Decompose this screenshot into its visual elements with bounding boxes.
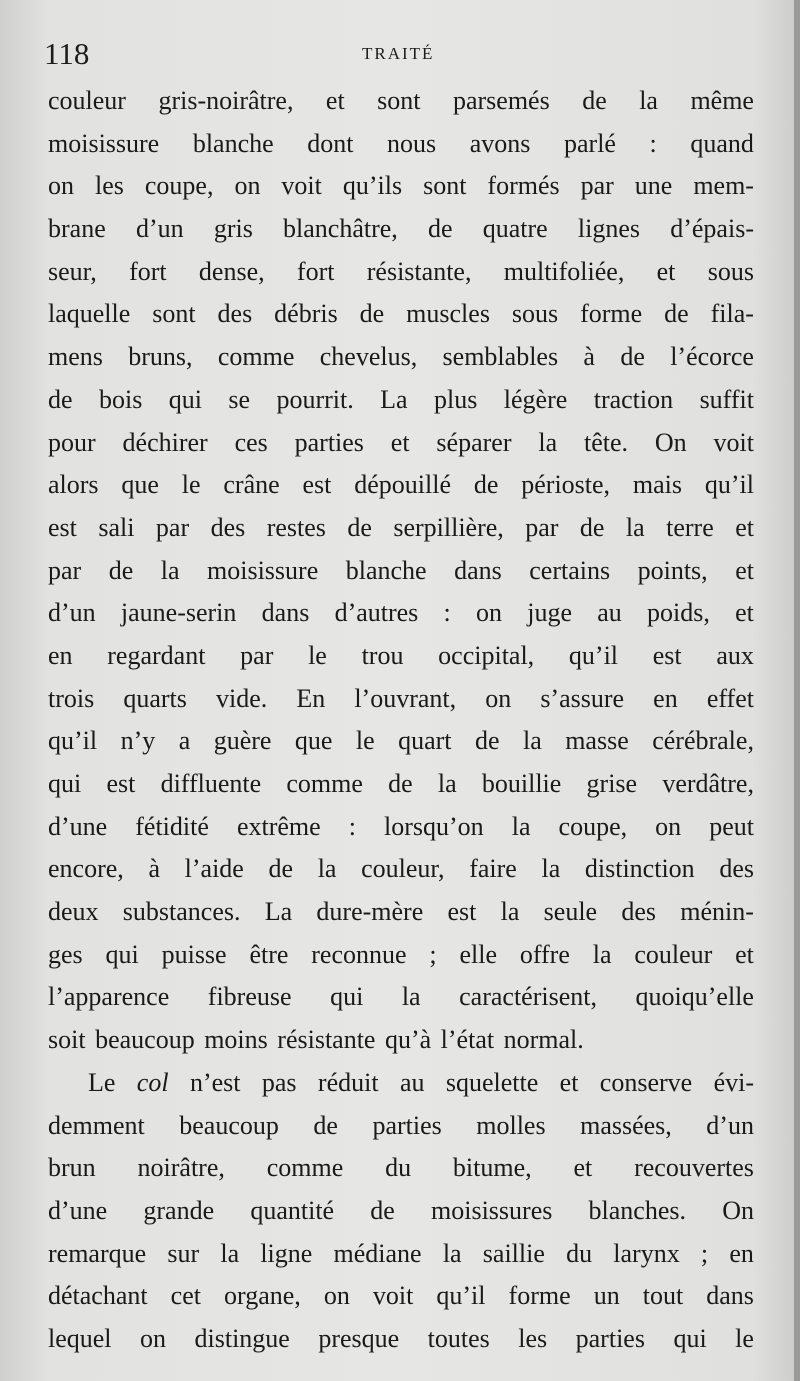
- text-line: détachant cet organe, on voit qu’il forme un tout dans: [48, 1281, 754, 1311]
- text-line: couleur gris-noirâtre, et sont parsemés de la même: [48, 86, 754, 115]
- text-line: ges qui puisse être reconnue ; elle offre la couleur et: [48, 939, 754, 969]
- text-line: on les coupe, on voit qu’ils sont formés par une mem-: [48, 171, 754, 201]
- body-text: [48, 80, 754, 1361]
- text-line: d’une grande quantité de moisissures blanches. On: [48, 1195, 754, 1225]
- text-line: d’un jaune-serin dans d’autres : on juge au poids, et: [48, 598, 754, 628]
- text-line: laquelle sont des débris de muscles sous forme de fila-: [48, 299, 754, 329]
- text-line: par de la moisissure blanche dans certains points, et: [48, 555, 754, 585]
- running-title: TRAITÉ: [362, 44, 435, 63]
- text-line: lequel on distingue presque toutes les parties qui le: [48, 1323, 754, 1353]
- text-line: en regardant par le trou occipital, qu’il est aux: [48, 640, 754, 670]
- text-line: brane d’un gris blanchâtre, de quatre lignes d’épais-: [48, 214, 754, 244]
- page-number: 118: [44, 36, 90, 71]
- page-edge-shadow: [794, 0, 800, 1381]
- text-line: deux substances. La dure-mère est la seule des ménin-: [48, 897, 754, 927]
- text-line: trois quarts vide. En l’ouvrant, on s’assure en effet: [48, 683, 754, 713]
- text-line: Le col n’est pas réduit au squelette et conserve évi-: [88, 1067, 754, 1097]
- text-line: qui est diffluente comme de la bouillie grise verdâtre,: [48, 769, 754, 798]
- text-line: qu’il n’y a guère que le quart de la masse cérébrale,: [48, 726, 754, 756]
- text-line: seur, fort dense, fort résistante, multifoliée, et sous: [48, 256, 754, 286]
- text-line: l’apparence fibreuse qui la caractérisent, quoiqu’elle: [48, 982, 754, 1012]
- text-line: brun noirâtre, comme du bitume, et recouvertes: [48, 1153, 754, 1183]
- text-line: mens bruns, comme chevelus, semblables à de l’écorce: [48, 342, 754, 372]
- text-line: soit beaucoup moins résistante qu’à l’état normal.: [48, 1025, 584, 1055]
- text-line: moisissure blanche dont nous avons parlé : quand: [48, 128, 754, 158]
- text-line: demment beaucoup de parties molles massées, d’un: [48, 1110, 754, 1140]
- running-head: [44, 34, 756, 74]
- text-line: de bois qui se pourrit. La plus légère traction suffit: [48, 384, 754, 414]
- text-line: d’une fétidité extrême : lorsqu’on la coupe, on peut: [48, 811, 754, 841]
- text-line: pour déchirer ces parties et séparer la tête. On voit: [48, 427, 754, 457]
- text-line: remarque sur la ligne médiane la saillie du larynx ; en: [48, 1238, 754, 1268]
- text-line: est sali par des restes de serpillière, par de la terre et: [48, 512, 754, 542]
- text-line: encore, à l’aide de la couleur, faire la distinction des: [48, 854, 754, 884]
- text-line: alors que le crâne est dépouillé de périoste, mais qu’il: [48, 470, 754, 500]
